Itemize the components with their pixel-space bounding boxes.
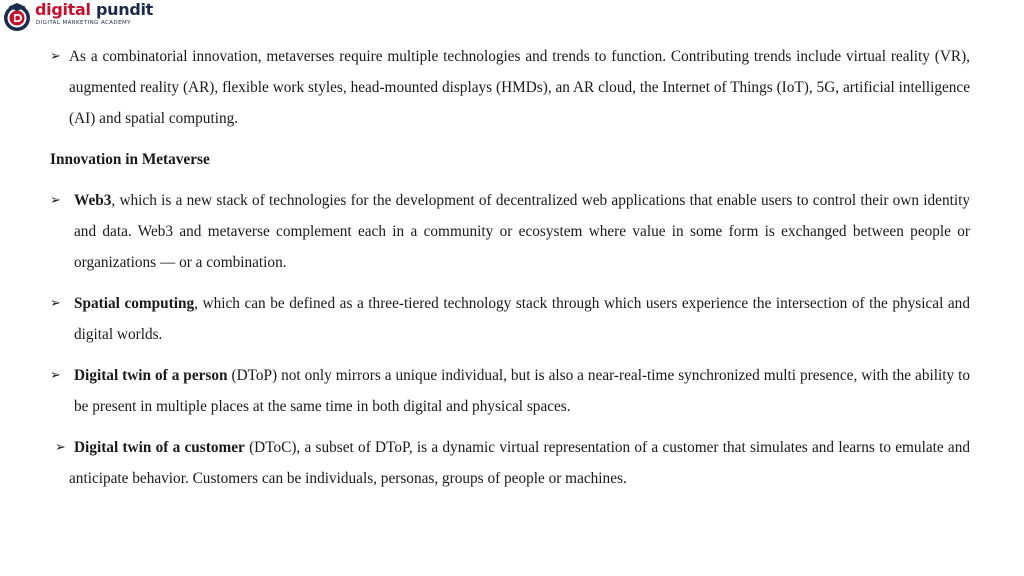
arrow-bullet-icon: ➢ (55, 440, 66, 455)
list-item-term: Spatial computing (74, 295, 195, 312)
list-item-web3 (50, 185, 970, 278)
intro-text: As a combinatorial innovation, metaverses require multiple technologies and trends to function. Contributing trends include virtual reality (VR), augmented reality (AR), flexible work styles, head-mounted displays (HMDs), an AR cloud, the Internet of Things (IoT), 5G, artificial intelligence (AI) and spatial computing. (69, 48, 970, 127)
arrow-bullet-icon: ➢ (50, 49, 61, 64)
list-item-text: , which is a new stack of technologies for the development of decentralized web applications that enable users to control their own identity and data. Web3 and metaverse complement each in a community or ecosystem where value in some form is exchanged between people or organizations — or a combination. (74, 192, 970, 271)
list-item-term: Web3 (74, 192, 112, 209)
logo-mark-icon (2, 1, 34, 33)
list-item-text: , which can be defined as a three-tiered technology stack through which users experience the intersection of the physical and digital worlds. (74, 295, 970, 343)
logo-word-digital: digital (35, 0, 91, 19)
logo-tagline: DIGITAL MARKETING ACADEMY (36, 20, 131, 26)
list-item-dtop (50, 360, 970, 422)
arrow-bullet-icon: ➢ (50, 296, 61, 311)
logo-wordmark (35, 2, 153, 18)
list-item-term: Digital twin of a customer (74, 439, 245, 456)
arrow-bullet-icon: ➢ (50, 193, 61, 208)
section-heading: Innovation in Metaverse (50, 151, 210, 168)
list-item-text: (DToC), a subset of DToP, is a dynamic virtual representation of a customer that simulates and learns to emulate and anticipate behavior. Customers can be individuals, personas, groups of people or machines. (69, 439, 971, 487)
list-item-text: (DToP) not only mirrors a unique individual, but is also a near-real-time synchronized multi presence, with the ability to be present in multiple places at the same time in both digital and physical spaces. (74, 367, 970, 415)
logo-word-pundit: pundit (96, 0, 154, 19)
list-item-dtoc (50, 432, 970, 494)
brand-logo (2, 0, 153, 34)
arrow-bullet-icon: ➢ (50, 368, 61, 383)
intro-paragraph (50, 41, 970, 134)
slide-content (50, 41, 970, 504)
list-item-term: Digital twin of a person (74, 367, 228, 384)
list-item-spatial-computing (50, 288, 970, 350)
